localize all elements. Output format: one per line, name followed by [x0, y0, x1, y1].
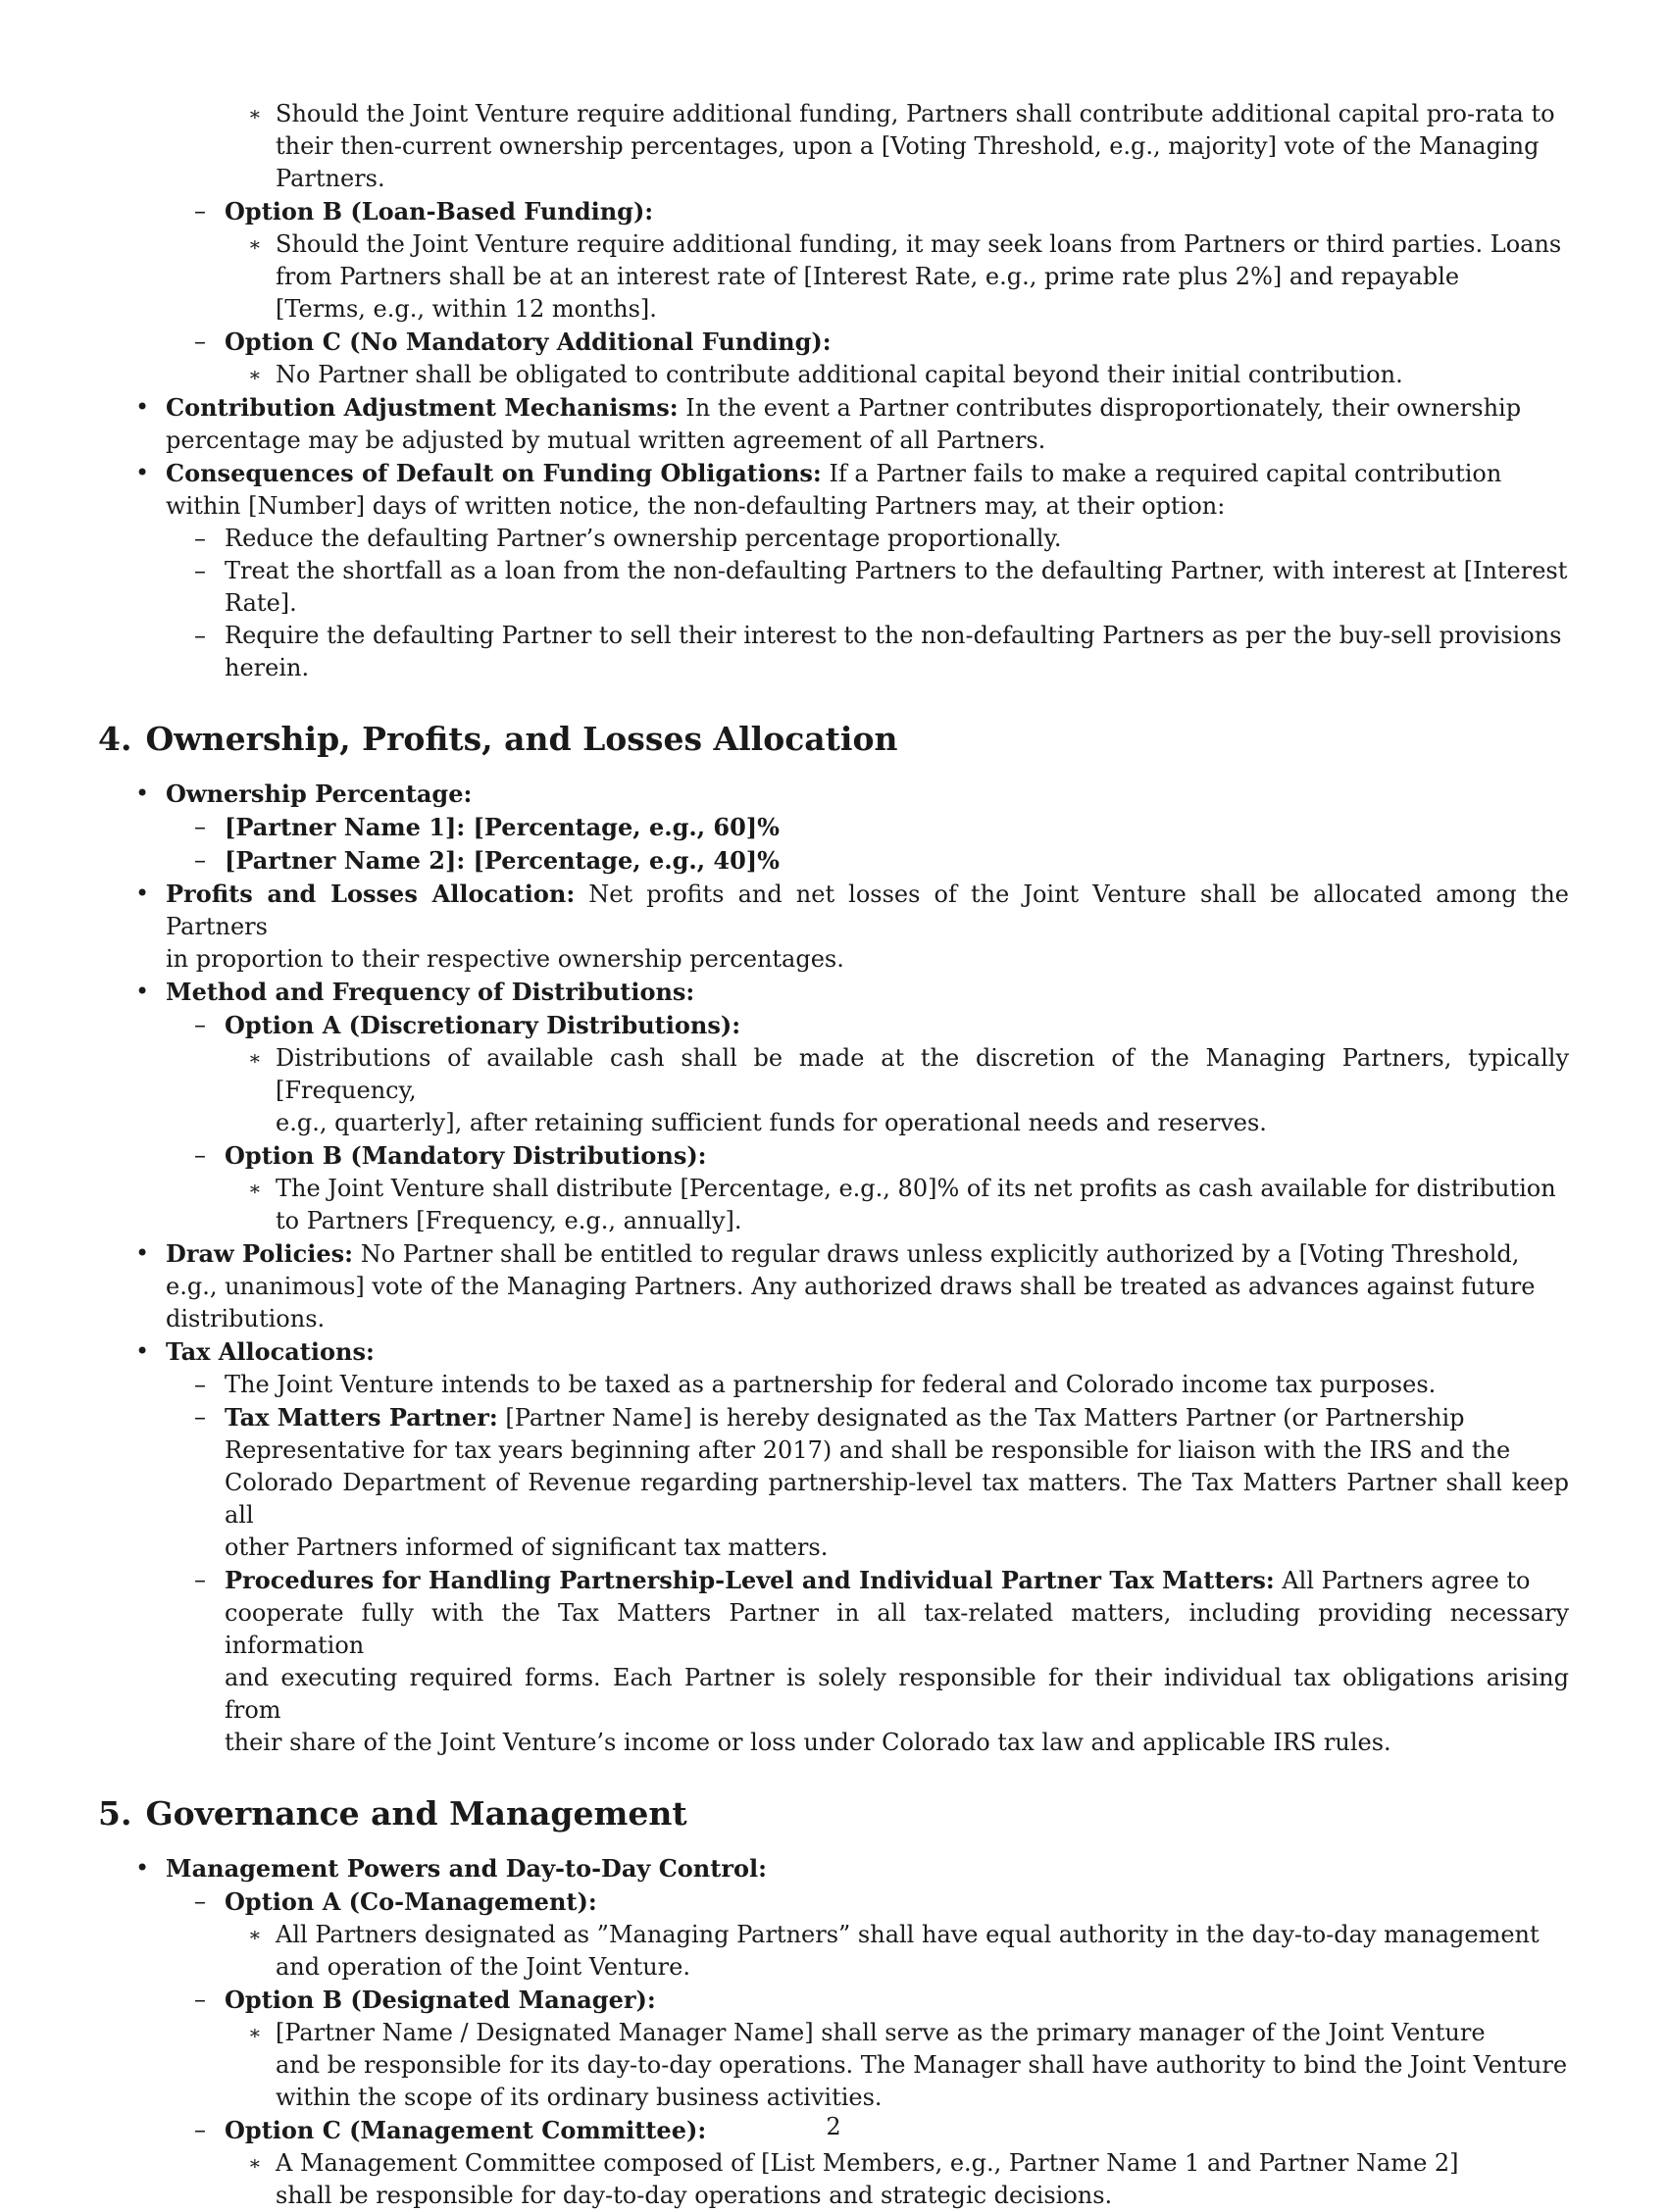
line-text: Should the Joint Venture require additional funding, it may seek loans from Partners or third parties. Loans — [276, 230, 1562, 258]
bullet-icon: • — [135, 1337, 150, 1365]
document-body — [98, 98, 1569, 2212]
list-item-continuation — [276, 2049, 1569, 2082]
list-item — [98, 976, 1569, 1009]
dash-bullet-icon: – — [194, 622, 206, 649]
list-item — [98, 1139, 1569, 1173]
list-item-continuation — [166, 490, 1569, 523]
list-item-continuation — [276, 293, 1569, 326]
line-text: shall be responsible for day-to-day operations and strategic decisions. — [276, 2182, 1113, 2209]
list-item — [98, 811, 1569, 844]
list-item-continuation — [225, 1662, 1569, 1727]
line-text: Rate]. — [225, 589, 297, 617]
list-item-continuation — [276, 261, 1569, 293]
section-5-heading — [98, 1793, 1569, 1835]
item-label: [Partner Name 1]: [Percentage, e.g., 60]% — [225, 813, 780, 841]
line-text: other Partners informed of significant tax matters. — [225, 1533, 829, 1561]
line-text: their then-current ownership percentages, upon a [Voting Threshold, e.g., majority] vote of the Managing — [276, 132, 1540, 160]
line-text: No Partner shall be obligated to contribute additional capital beyond their initial contribution. — [276, 361, 1403, 388]
list-item — [98, 844, 1569, 878]
list-item-continuation — [166, 943, 1569, 976]
bullet-icon: • — [135, 779, 150, 807]
list-item — [98, 878, 1569, 943]
line-text: e.g., quarterly], after retaining sufficient funds for operational needs and reserves. — [276, 1109, 1267, 1136]
line-text: from Partners shall be at an interest rate of [Interest Rate, e.g., prime rate plus 2%] and repayable — [276, 263, 1460, 290]
dash-bullet-icon: – — [194, 197, 206, 225]
list-item-continuation — [225, 1532, 1569, 1564]
line-text: Reduce the defaulting Partner’s ownership percentage proportionally. — [225, 525, 1062, 552]
line-text: and be responsible for its day-to-day operations. The Manager shall have authority to bind the Joint Venture — [276, 2051, 1568, 2079]
bullet-icon: • — [135, 978, 150, 1005]
item-label: Management Powers and Day-to-Day Control: — [166, 1854, 767, 1883]
list-item — [98, 1984, 1569, 2017]
line-text: to Partners [Frequency, e.g., annually]. — [276, 1207, 742, 1234]
asterisk-bullet-icon: ∗ — [248, 1046, 262, 1070]
asterisk-bullet-icon: ∗ — [248, 1177, 262, 1200]
bullet-icon: • — [135, 393, 150, 421]
line-text: The Joint Venture intends to be taxed as a partnership for federal and Colorado income tax purposes. — [225, 1371, 1437, 1398]
item-label: Profits and Losses Allocation: — [166, 880, 576, 908]
bullet-icon: • — [135, 880, 150, 907]
bullet-icon: • — [135, 459, 150, 486]
item-label: Tax Allocations: — [166, 1337, 375, 1366]
list-item-continuation — [225, 1727, 1569, 1759]
item-label: Draw Policies: — [166, 1239, 354, 1268]
list-item-continuation — [166, 425, 1569, 457]
dash-bullet-icon: – — [194, 327, 206, 355]
dash-bullet-icon: – — [194, 1986, 206, 2013]
section-title: Governance and Management — [145, 1794, 687, 1833]
line-text: distributions. — [166, 1305, 326, 1332]
line-text: [Partner Name] is hereby designated as the Tax Matters Partner (or Partnership — [505, 1404, 1465, 1432]
line-text: Should the Joint Venture require additional funding, Partners shall contribute additional capital pro-rata to — [276, 100, 1555, 127]
dash-bullet-icon: – — [194, 1403, 206, 1431]
list-item-continuation — [276, 2180, 1569, 2212]
list-item — [98, 2017, 1569, 2049]
list-item-continuation — [225, 587, 1569, 620]
line-text: and executing required forms. Each Partner is solely responsible for their individual tax obligations arising from — [225, 1664, 1569, 1724]
document-lines — [98, 130, 1569, 2212]
line-text: Distributions of available cash shall be made at the discretion of the Managing Partners, typically [Frequency, — [276, 1044, 1569, 1104]
page-number: 2 — [826, 2113, 841, 2140]
list-item — [98, 1401, 1569, 1434]
asterisk-bullet-icon: ∗ — [248, 1923, 262, 1946]
list-item-continuation — [276, 130, 1569, 163]
list-item-continuation — [276, 2082, 1569, 2114]
dash-bullet-icon: – — [194, 846, 206, 874]
list-item — [98, 1369, 1569, 1401]
asterisk-bullet-icon: ∗ — [248, 102, 262, 126]
list-item — [98, 620, 1569, 652]
list-item — [98, 326, 1569, 359]
item-label: Contribution Adjustment Mechanisms: — [166, 393, 679, 422]
list-item — [98, 457, 1569, 490]
list-item — [98, 1919, 1569, 1951]
line-text: Partners. — [276, 165, 385, 192]
line-text: in proportion to their respective ownership percentages. — [166, 945, 844, 973]
dash-bullet-icon: – — [194, 1566, 206, 1593]
item-label: Option B (Mandatory Distributions): — [225, 1141, 707, 1170]
list-item-continuation — [276, 1107, 1569, 1139]
dash-bullet-icon: – — [194, 1011, 206, 1038]
line-text: cooperate fully with the Tax Matters Partner in all tax-related matters, including providing necessary information — [225, 1599, 1569, 1659]
line-text: Treat the shortfall as a loan from the non-defaulting Partners to the defaulting Partner, with interest at [Interest — [225, 557, 1568, 584]
list-item — [98, 1042, 1569, 1107]
bullet-icon: • — [135, 1239, 150, 1267]
list-item — [98, 523, 1569, 555]
line-text: The Joint Venture shall distribute [Percentage, e.g., 80]% of its net profits as cash available for distribution — [276, 1175, 1556, 1202]
section-4-heading — [98, 719, 1569, 760]
item-label: Option A (Discretionary Distributions): — [225, 1011, 741, 1039]
dash-bullet-icon: – — [194, 525, 206, 552]
line-text: their share of the Joint Venture’s income or loss under Colorado tax law and applicable IRS rules. — [225, 1729, 1391, 1756]
list-item — [98, 2147, 1569, 2180]
list-item-continuation — [225, 652, 1569, 684]
line-text: Colorado Department of Revenue regarding partnership-level tax matters. The Tax Matters Partner shall keep all — [225, 1469, 1569, 1529]
item-label: Option B (Loan-Based Funding): — [225, 197, 654, 226]
dash-bullet-icon: – — [194, 2116, 206, 2143]
section-number: 4. — [98, 720, 132, 758]
list-item — [98, 1885, 1569, 1919]
list-item-first-line — [98, 98, 1569, 130]
line-text: Net profits and net losses of the Joint Venture shall be allocated among the Partners — [166, 880, 1569, 940]
list-item-continuation — [276, 163, 1569, 195]
list-item — [98, 359, 1569, 391]
line-text: In the event a Partner contributes disproportionately, their ownership — [685, 394, 1522, 422]
list-item — [98, 1009, 1569, 1042]
list-item — [98, 1564, 1569, 1597]
item-label: Tax Matters Partner: — [225, 1403, 498, 1432]
list-item-continuation — [166, 1271, 1569, 1303]
list-item — [98, 228, 1569, 261]
item-label: Option B (Designated Manager): — [225, 1986, 656, 2014]
list-item-continuation — [225, 1467, 1569, 1532]
list-item — [98, 1335, 1569, 1369]
list-item-continuation — [225, 1434, 1569, 1467]
item-label: Option C (Management Committee): — [225, 2116, 707, 2144]
item-label: Method and Frequency of Distributions: — [166, 978, 695, 1006]
dash-bullet-icon: – — [194, 1371, 206, 1398]
item-label: [Partner Name 2]: [Percentage, e.g., 40]% — [225, 846, 780, 875]
list-item — [98, 195, 1569, 228]
dash-bullet-icon: – — [194, 813, 206, 840]
item-label: Option C (No Mandatory Additional Funding): — [225, 327, 832, 356]
item-label: Procedures for Handling Partnership-Level and Individual Partner Tax Matters: — [225, 1566, 1275, 1594]
item-label: Consequences of Default on Funding Obligations: — [166, 459, 822, 487]
asterisk-bullet-icon: ∗ — [248, 2151, 262, 2175]
line-text: within the scope of its ordinary business activities. — [276, 2084, 883, 2111]
line-text: All Partners designated as ”Managing Partners” shall have equal authority in the day-to-day management — [276, 1921, 1540, 1948]
list-item — [98, 778, 1569, 811]
list-item — [98, 391, 1569, 425]
list-item-continuation — [276, 1951, 1569, 1984]
dash-bullet-icon: – — [194, 1887, 206, 1915]
line-text: and operation of the Joint Venture. — [276, 1953, 690, 1981]
line-text: A Management Committee composed of [List Members, e.g., Partner Name 1 and Partner Name 2] — [276, 2149, 1459, 2177]
asterisk-bullet-icon: ∗ — [248, 232, 262, 256]
section-number: 5. — [98, 1794, 132, 1833]
line-text: within [Number] days of written notice, the non-defaulting Partners may, at their option: — [166, 492, 1226, 520]
list-item — [98, 1852, 1569, 1885]
line-text: Require the defaulting Partner to sell their interest to the non-defaulting Partners as per the buy-sell provisions — [225, 622, 1562, 649]
line-text: [Partner Name / Designated Manager Name] shall serve as the primary manager of the Joint Venture — [276, 2019, 1486, 2046]
list-item — [98, 1173, 1569, 1205]
dash-bullet-icon: – — [194, 557, 206, 584]
list-item — [98, 1237, 1569, 1271]
item-label: Ownership Percentage: — [166, 779, 473, 808]
line-text: e.g., unanimous] vote of the Managing Partners. Any authorized draws shall be treated as advances against future — [166, 1273, 1536, 1300]
bullet-icon: • — [135, 1854, 150, 1882]
line-text: If a Partner fails to make a required capital contribution — [829, 460, 1502, 487]
list-item-continuation — [225, 1597, 1569, 1662]
list-item-continuation — [276, 1205, 1569, 1237]
line-text: herein. — [225, 654, 310, 681]
line-text: All Partners agree to — [1282, 1567, 1531, 1594]
asterisk-bullet-icon: ∗ — [248, 363, 262, 386]
list-item-continuation — [166, 1303, 1569, 1335]
asterisk-bullet-icon: ∗ — [248, 2021, 262, 2044]
line-text: [Terms, e.g., within 12 months]. — [276, 295, 657, 323]
list-item — [98, 555, 1569, 587]
section-title: Ownership, Profits, and Losses Allocation — [145, 720, 898, 758]
dash-bullet-icon: – — [194, 1141, 206, 1169]
line-text: No Partner shall be entitled to regular draws unless explicitly authorized by a [Voting Threshold, — [360, 1240, 1520, 1268]
line-text: Representative for tax years beginning after 2017) and shall be responsible for liaison with the IRS and the — [225, 1436, 1511, 1464]
line-text: percentage may be adjusted by mutual written agreement of all Partners. — [166, 427, 1046, 454]
item-label: Option A (Co-Management): — [225, 1887, 597, 1916]
